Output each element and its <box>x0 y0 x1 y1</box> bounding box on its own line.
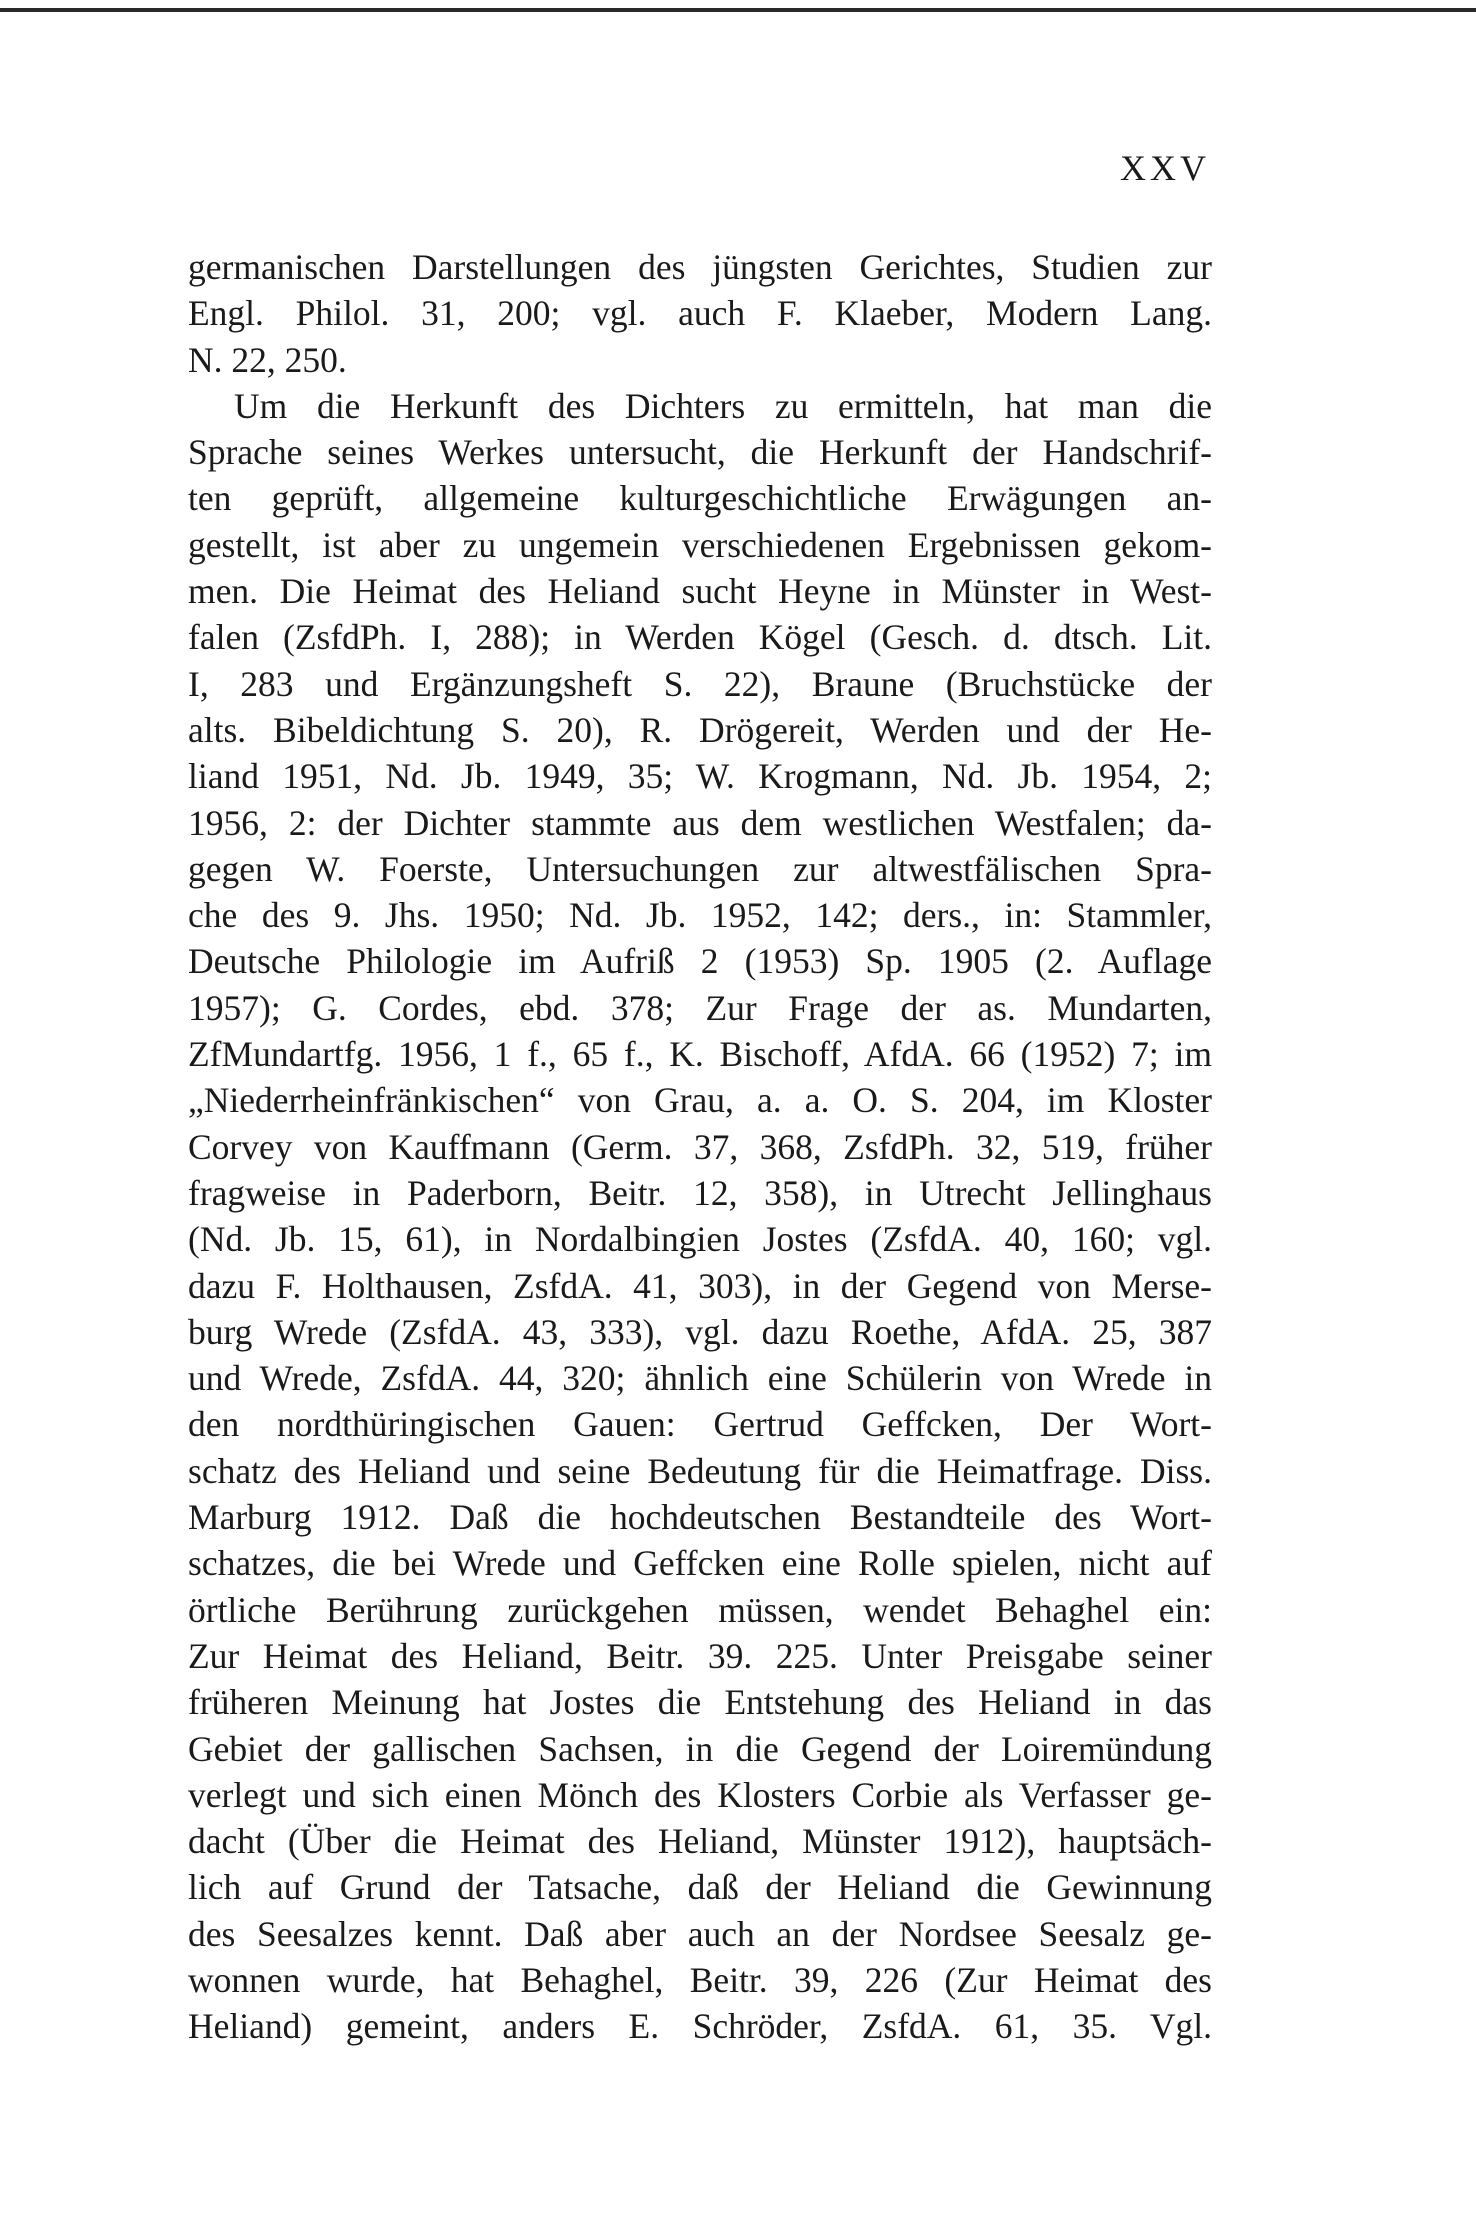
text-line: N. 22, 250. <box>188 339 347 380</box>
text-line: 1956, 2: der Dichter stammte aus dem westlichen Westfalen; da- <box>188 802 1212 843</box>
text-line: che des 9. Jhs. 1950; Nd. Jb. 1952, 142; ders., in: Stammler, <box>188 895 1212 936</box>
text-line: men. Die Heimat des Heliand sucht Heyne in Münster in West- <box>188 571 1212 612</box>
text-line: ten geprüft, allgemeine kulturgeschichtliche Erwägungen an- <box>188 478 1212 519</box>
text-line: Marburg 1912. Daß die hochdeutschen Bestandteile des Wort- <box>188 1497 1212 1538</box>
text-line: verlegt und sich einen Mönch des Klosters Corbie als Verfasser ge- <box>188 1774 1212 1815</box>
text-line: örtliche Berührung zurückgehen müssen, wendet Behaghel ein: <box>188 1589 1212 1630</box>
text-line: alts. Bibeldichtung S. 20), R. Drögereit, Werden und der He- <box>188 709 1212 750</box>
page-number: XXV <box>1120 148 1210 188</box>
text-line: Corvey von Kauffmann (Germ. 37, 368, ZsfdPh. 32, 519, früher <box>188 1126 1212 1167</box>
text-line: ZfMundartfg. 1956, 1 f., 65 f., K. Bischoff, AfdA. 66 (1952) 7; im <box>188 1034 1212 1075</box>
text-line: Zur Heimat des Heliand, Beitr. 39. 225. Unter Preisgabe seiner <box>188 1635 1212 1676</box>
text-line: Gebiet der gallischen Sachsen, in die Gegend der Loiremündung <box>188 1728 1212 1769</box>
text-line: Heliand) gemeint, anders E. Schröder, ZsfdA. 61, 35. Vgl. <box>188 2006 1212 2047</box>
top-border-rule <box>0 8 1476 12</box>
text-line: fragweise in Paderborn, Beitr. 12, 358), in Utrecht Jellinghaus <box>188 1172 1212 1213</box>
text-line: falen (ZsfdPh. I, 288); in Werden Kögel (Gesch. d. dtsch. Lit. <box>188 617 1212 658</box>
text-line: den nordthüringischen Gauen: Gertrud Geffcken, Der Wort- <box>188 1404 1212 1445</box>
text-line: liand 1951, Nd. Jb. 1949, 35; W. Krogmann, Nd. Jb. 1954, 2; <box>188 756 1212 797</box>
text-line: dacht (Über die Heimat des Heliand, Münster 1912), hauptsäch- <box>188 1821 1212 1862</box>
text-line: dazu F. Holthausen, ZsfdA. 41, 303), in der Gegend von Merse- <box>188 1265 1212 1306</box>
text-line: und Wrede, ZsfdA. 44, 320; ähnlich eine Schülerin von Wrede in <box>188 1358 1212 1399</box>
text-line: gegen W. Foerste, Untersuchungen zur altwestfälischen Spra- <box>188 848 1212 889</box>
text-line: schatzes, die bei Wrede und Geffcken eine Rolle spielen, nicht auf <box>188 1543 1212 1584</box>
text-line: Deutsche Philologie im Aufriß 2 (1953) Sp. 1905 (2. Auflage <box>188 941 1212 982</box>
text-line: gestellt, ist aber zu ungemein verschiedenen Ergebnissen gekom- <box>188 524 1212 565</box>
text-line: I, 283 und Ergänzungsheft S. 22), Braune (Bruchstücke der <box>188 663 1212 704</box>
text-line: Sprache seines Werkes untersucht, die Herkunft der Handschrif- <box>188 432 1212 473</box>
text-line: germanischen Darstellungen des jüngsten Gerichtes, Studien zur <box>188 247 1212 287</box>
text-line: 1957); G. Cordes, ebd. 378; Zur Frage der as. Mundarten, <box>188 987 1212 1028</box>
text-line: wonnen wurde, hat Behaghel, Beitr. 39, 226 (Zur Heimat des <box>188 1959 1212 2000</box>
text-line: früheren Meinung hat Jostes die Entstehung des Heliand in das <box>188 1682 1212 1723</box>
body-text <box>188 244 1212 2050</box>
text-line: schatz des Heliand und seine Bedeutung für die Heimatfrage. Diss. <box>188 1450 1212 1491</box>
text-line: des Seesalzes kennt. Daß aber auch an der Nordsee Seesalz ge- <box>188 1913 1212 1954</box>
text-line: (Nd. Jb. 15, 61), in Nordalbingien Jostes (ZsfdA. 40, 160; vgl. <box>188 1219 1212 1260</box>
text-line: Engl. Philol. 31, 200; vgl. auch F. Klaeber, Modern Lang. <box>188 293 1212 334</box>
text-line: burg Wrede (ZsfdA. 43, 333), vgl. dazu Roethe, AfdA. 25, 387 <box>188 1311 1212 1352</box>
text-line: „Niederrheinfränkischen“ von Grau, a. a. O. S. 204, im Kloster <box>188 1080 1212 1121</box>
text-line: Um die Herkunft des Dichters zu ermitteln, hat man die <box>234 385 1212 426</box>
text-line: lich auf Grund der Tatsache, daß der Heliand die Gewinnung <box>188 1867 1212 1908</box>
